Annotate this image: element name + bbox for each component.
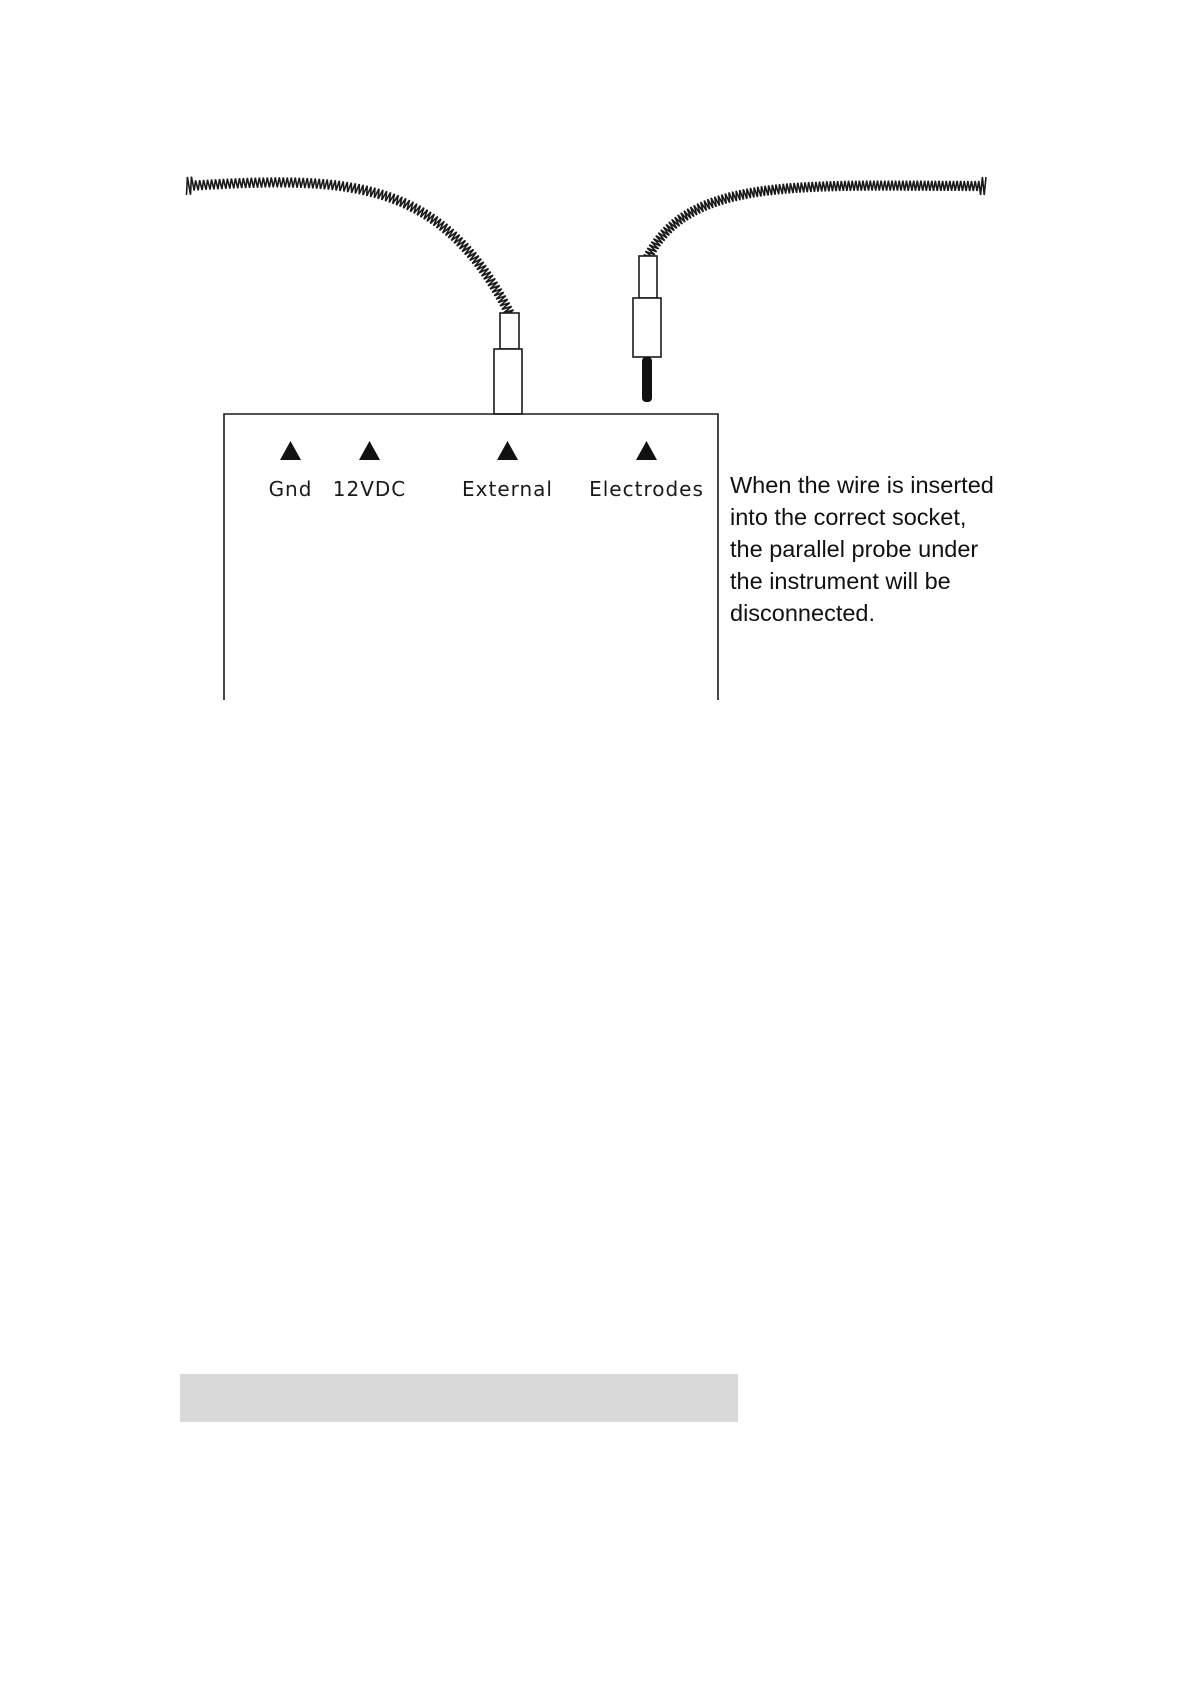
triangle-marker-icon — [636, 441, 657, 460]
instruction-note — [730, 469, 1050, 629]
port-marker-12vdc — [333, 441, 407, 501]
note-line: disconnected. — [730, 600, 876, 626]
port-label-gnd: Gnd — [268, 477, 313, 501]
right-coiled-cable — [644, 177, 986, 258]
note-line: When the wire is inserted — [730, 472, 994, 498]
triangle-marker-icon — [359, 441, 380, 460]
note-line: the instrument will be — [730, 568, 951, 594]
triangle-marker-icon — [497, 441, 518, 460]
left-coiled-cable — [187, 177, 514, 317]
port-marker-external — [462, 441, 553, 501]
gray-placeholder-bar — [180, 1374, 738, 1422]
port-marker-gnd — [269, 441, 313, 501]
port-marker-electrodes — [589, 441, 704, 501]
port-label-electrodes: Electrodes — [589, 477, 704, 501]
external-plug — [494, 313, 522, 414]
triangle-marker-icon — [280, 441, 301, 460]
port-label-12vdc: 12VDC — [332, 477, 407, 501]
note-line: into the correct socket, — [730, 504, 967, 530]
electrode-plug — [633, 256, 661, 402]
note-line: the parallel probe under — [730, 536, 979, 562]
port-label-external: External — [462, 477, 553, 501]
